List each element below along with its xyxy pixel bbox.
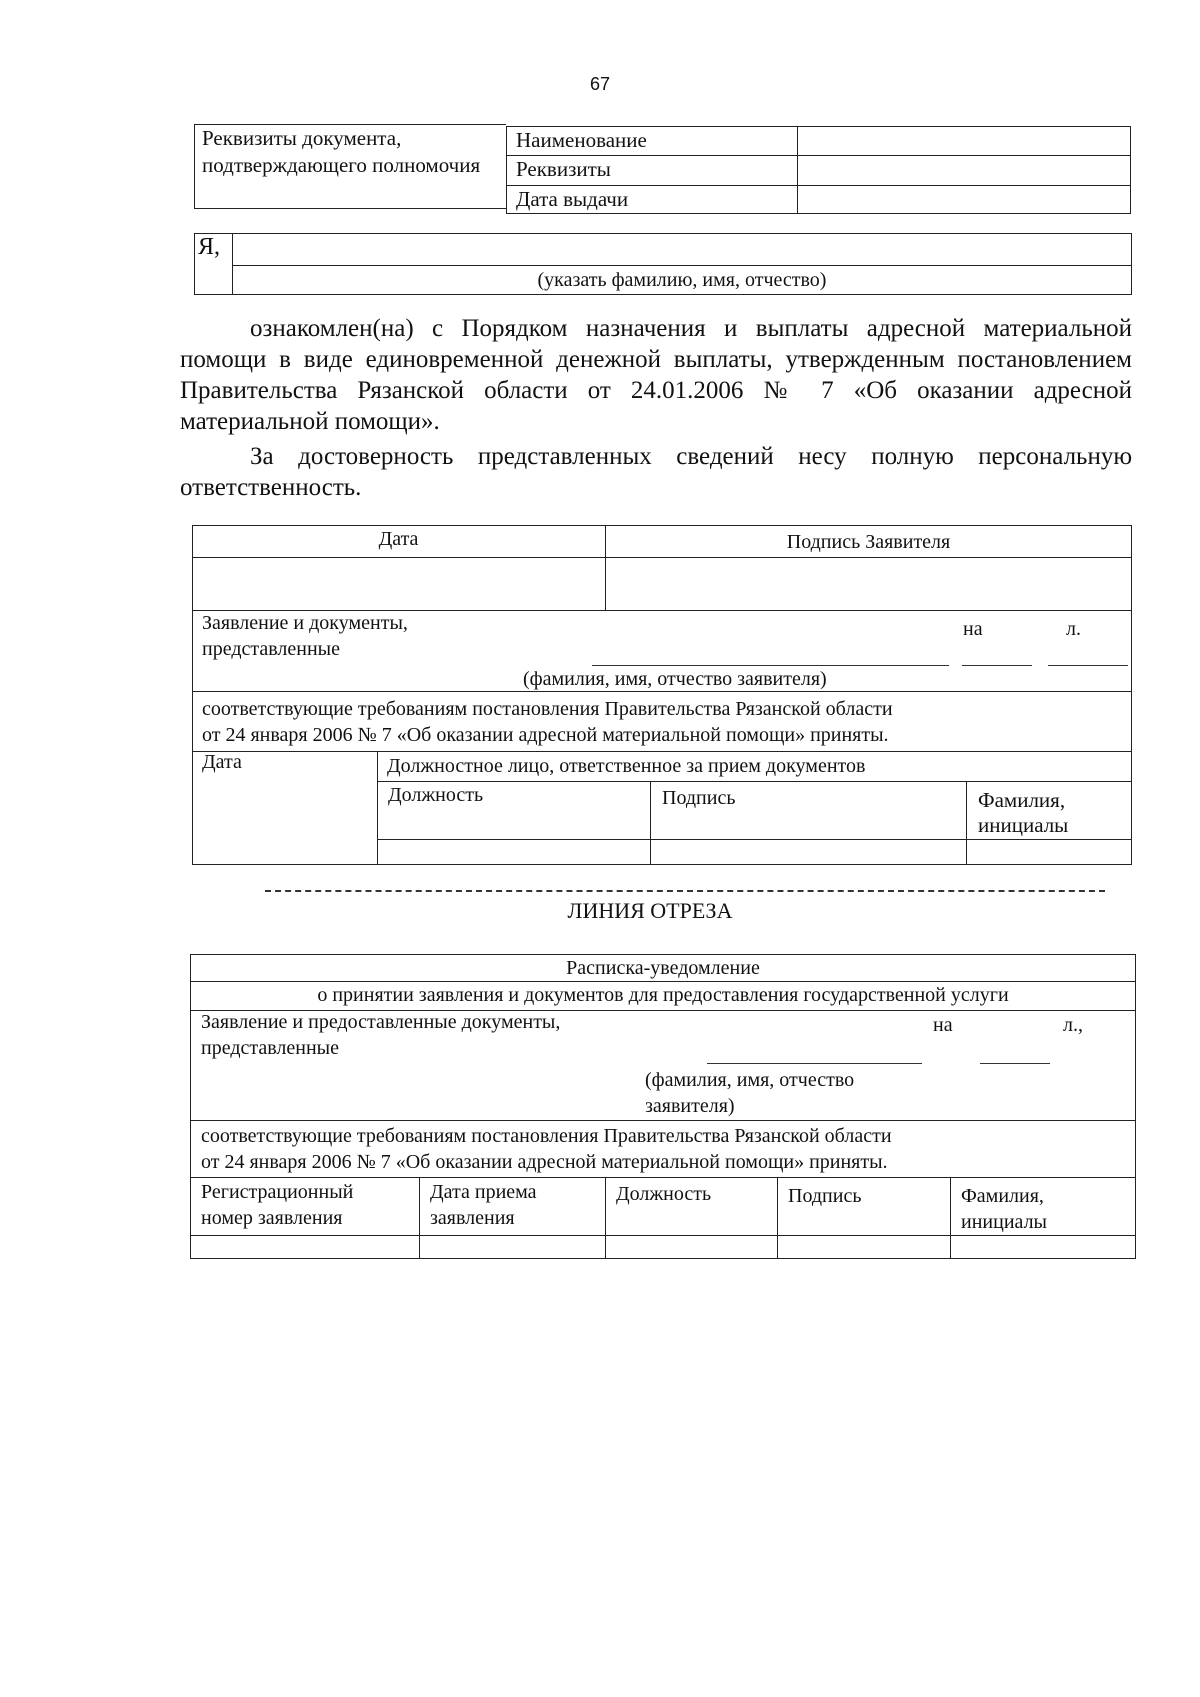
acknowledgement-paragraph [180, 313, 1132, 437]
receipt-date-input[interactable] [421, 1237, 603, 1257]
declarant-hint: (указать фамилию, имя, отчество) [537, 269, 827, 291]
receipt-position-input[interactable] [607, 1237, 775, 1257]
sign-accepted-line2: от 24 января 2006 № 7 «Об оказании адресной материальной помощи» приняты. [202, 724, 889, 746]
sign-sheets-underline[interactable] [962, 665, 1032, 666]
sign-date-label: Дата [202, 751, 242, 773]
receipt-submitted-line1: Заявление и предоставленные документы, [201, 1011, 561, 1033]
acknowledgement-text: ознакомлен(на) с Порядком назначения и выплаты адресной материальной помощи в виде единовременной денежной выплаты, утвержденным постановлением Правительства Рязанской области от 24.01.2006 № 7 «Об оказании адресной материальной помощи». [180, 315, 1132, 435]
receipt-col-surname-2: инициалы [961, 1211, 1047, 1233]
authority-row-issue-date: Дата выдачи [516, 187, 629, 211]
sign-official-date-input[interactable] [194, 778, 375, 863]
sign-signature-label: Подпись [662, 787, 736, 809]
declarant-fio-input[interactable] [234, 235, 1130, 263]
sign-fio-hint: (фамилия, имя, отчество заявителя) [523, 668, 827, 690]
receipt-sheets-underline[interactable] [980, 1063, 1050, 1064]
receipt-col-date-2: заявления [430, 1207, 515, 1229]
authority-row-name: Наименование [516, 128, 647, 152]
receipt-accepted-line2: от 24 января 2006 № 7 «Об оказании адресной материальной помощи» приняты. [201, 1151, 888, 1173]
sign-on-word: на [963, 618, 983, 640]
page-number: 67 [589, 74, 611, 94]
sign-submitted-line1: Заявление и документы, [202, 612, 408, 634]
sign-col-date: Дата [378, 528, 419, 550]
responsibility-text: За достоверность представленных сведений несу полную персональную ответственность. [180, 443, 1132, 501]
sign-surname-input[interactable] [968, 841, 1130, 863]
receipt-col-regnum-2: номер заявления [201, 1207, 343, 1229]
authority-date-value[interactable] [798, 187, 1129, 213]
sign-signature-input[interactable] [607, 559, 1130, 608]
receipt-col-position: Должность [616, 1183, 712, 1205]
sign-col-signature: Подпись Заявителя [786, 531, 951, 553]
receipt-col-signature: Подпись [788, 1185, 862, 1207]
receipt-on-word: на [933, 1014, 953, 1036]
authority-details-value[interactable] [798, 157, 1129, 184]
sign-accepted-line1: соответствующие требованиям постановления Правительства Рязанской области [202, 698, 893, 720]
sign-position-input[interactable] [379, 841, 648, 863]
receipt-title: Расписка-уведомление [566, 957, 760, 979]
cut-line-label: ЛИНИЯ ОТРЕЗА [567, 898, 733, 923]
sign-sheets-word: л. [1066, 618, 1081, 640]
sign-submitted-line2: представленные [202, 638, 340, 660]
cut-dashes [265, 890, 1105, 892]
sign-signature-input-2[interactable] [652, 841, 964, 863]
sign-surname-label-1: Фамилия, [978, 788, 1066, 812]
sign-official-label: Должностное лицо, ответственное за прием документов [387, 755, 866, 777]
receipt-fio-hint-2: заявителя) [645, 1095, 735, 1117]
authority-row-details: Реквизиты [516, 157, 611, 181]
receipt-sheets-word: л., [1063, 1014, 1083, 1036]
receipt-regnum-input[interactable] [192, 1237, 417, 1257]
receipt-submitted-line2: представленные [201, 1037, 339, 1059]
responsibility-paragraph [180, 441, 1132, 503]
sign-position-label: Должность [388, 784, 484, 806]
sign-fio-underline[interactable] [592, 665, 949, 666]
authority-name-value[interactable] [798, 127, 1129, 154]
receipt-subtitle: о принятии заявления и документов для предоставления государственной услуги [317, 984, 1009, 1006]
receipt-fio-underline[interactable] [707, 1063, 922, 1064]
receipt-surname-input[interactable] [952, 1237, 1134, 1257]
receipt-accepted-line1: соответствующие требованиям постановления Правительства Рязанской области [201, 1125, 892, 1147]
receipt-col-date-1: Дата приема [430, 1181, 537, 1203]
authority-label: Реквизиты документа, подтверждающего полномочия [202, 126, 481, 177]
receipt-signature-input[interactable] [779, 1237, 948, 1257]
sign-date-input[interactable] [194, 559, 603, 608]
receipt-col-regnum-1: Регистрационный [201, 1181, 354, 1203]
sign-surname-label-2: инициалы [978, 813, 1069, 837]
receipt-fio-hint-1: (фамилия, имя, отчество [645, 1069, 855, 1091]
declarant-prefix: Я, [198, 234, 221, 260]
receipt-col-surname-1: Фамилия, [961, 1185, 1044, 1207]
